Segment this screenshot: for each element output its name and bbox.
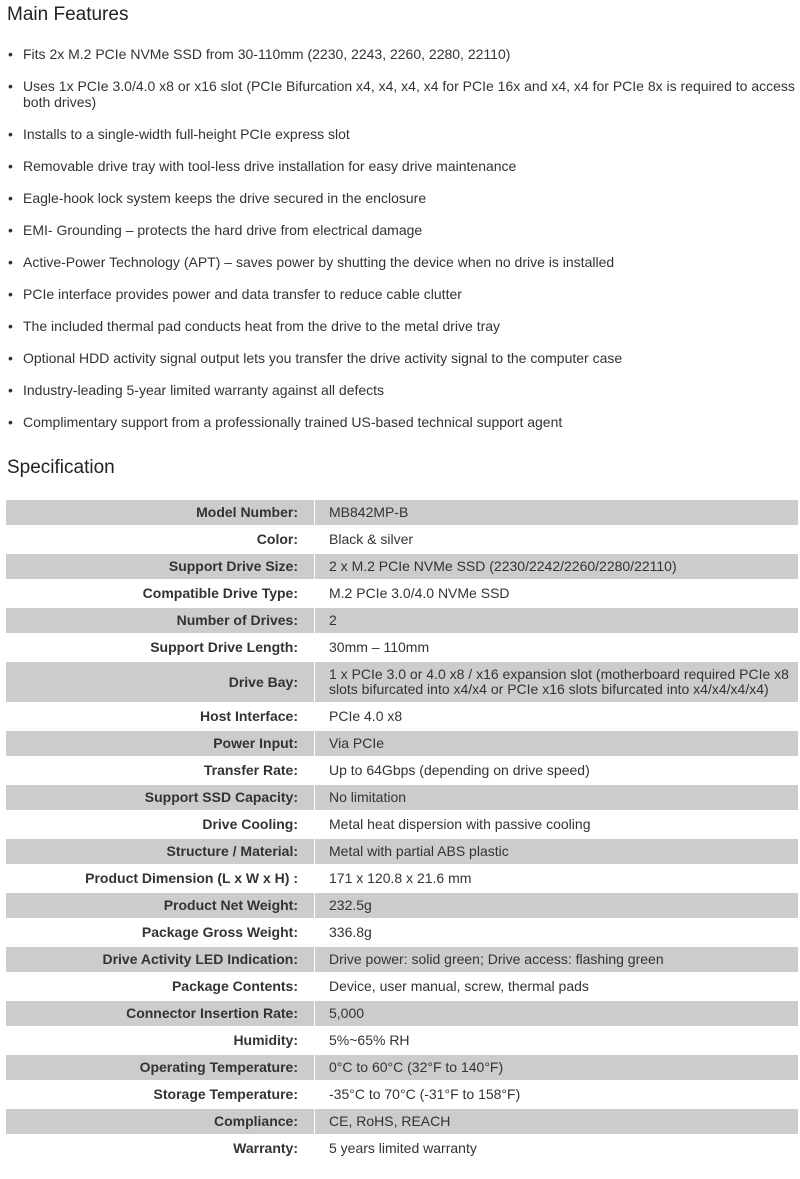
feature-item [0, 382, 800, 398]
bullet-icon: • [8, 414, 13, 430]
spec-row [6, 785, 798, 810]
spec-label: Transfer Rate: [6, 758, 314, 783]
spec-value: No limitation [314, 785, 798, 810]
spec-row [6, 920, 798, 945]
spec-row [6, 731, 798, 756]
spec-row [6, 1055, 798, 1080]
feature-item [0, 126, 800, 142]
spec-row [6, 947, 798, 972]
spec-value: PCIe 4.0 x8 [314, 704, 798, 729]
spec-value: Metal with partial ABS plastic [314, 839, 798, 864]
spec-label: Support Drive Length: [6, 635, 314, 660]
bullet-icon: • [8, 158, 13, 174]
spec-value: Device, user manual, screw, thermal pads [314, 974, 798, 999]
spec-row [6, 1109, 798, 1134]
bullet-icon: • [8, 382, 13, 398]
spec-label: Model Number: [6, 500, 314, 525]
spec-label: Number of Drives: [6, 608, 314, 633]
bullet-icon: • [8, 254, 13, 270]
feature-text: The included thermal pad conducts heat from the drive to the metal drive tray [23, 318, 501, 334]
spec-value: 5%~65% RH [314, 1028, 798, 1053]
bullet-icon: • [8, 78, 13, 94]
main-features-heading: Main Features [7, 4, 129, 25]
spec-label: Package Contents: [6, 974, 314, 999]
spec-label: Structure / Material: [6, 839, 314, 864]
spec-row [6, 812, 798, 837]
feature-text: Eagle-hook lock system keeps the drive secured in the enclosure [23, 190, 427, 206]
feature-item [0, 254, 800, 270]
feature-item [0, 318, 800, 334]
spec-value: M.2 PCIe 3.0/4.0 NVMe SSD [314, 581, 798, 606]
main-features-list [0, 46, 800, 446]
feature-text: PCIe interface provides power and data transfer to reduce cable clutter [23, 286, 462, 302]
bullet-icon: • [8, 286, 13, 302]
bullet-icon: • [8, 222, 13, 238]
spec-label: Humidity: [6, 1028, 314, 1053]
spec-label: Compatible Drive Type: [6, 581, 314, 606]
feature-text: Removable drive tray with tool-less drive installation for easy drive maintenance [23, 158, 517, 174]
spec-value: 232.5g [314, 893, 798, 918]
spec-row [6, 500, 798, 525]
feature-item [0, 46, 800, 62]
spec-value: 30mm – 110mm [314, 635, 798, 660]
specification-heading: Specification [7, 457, 115, 478]
feature-item [0, 78, 800, 110]
spec-value: 171 x 120.8 x 21.6 mm [314, 866, 798, 891]
spec-label: Color: [6, 527, 314, 552]
spec-value: 2 [314, 608, 798, 633]
spec-label: Warranty: [6, 1136, 314, 1161]
feature-item [0, 222, 800, 238]
spec-label: Product Net Weight: [6, 893, 314, 918]
spec-label: Package Gross Weight: [6, 920, 314, 945]
spec-row [6, 1001, 798, 1026]
spec-value: -35°C to 70°C (-31°F to 158°F) [314, 1082, 798, 1107]
feature-text: Uses 1x PCIe 3.0/4.0 x8 or x16 slot (PCIe Bifurcation x4, x4, x4, x4 for PCIe 16x and x4, x4 for PCIe 8x is required to access both drives) [23, 78, 795, 110]
spec-value: 5,000 [314, 1001, 798, 1026]
spec-row [6, 839, 798, 864]
spec-value: Black & silver [314, 527, 798, 552]
spec-value: CE, RoHS, REACH [314, 1109, 798, 1134]
spec-row [6, 866, 798, 891]
feature-item [0, 158, 800, 174]
spec-label: Compliance: [6, 1109, 314, 1134]
spec-value: 1 x PCIe 3.0 or 4.0 x8 / x16 expansion slot (motherboard required PCIe x8 slots bifurcated into x4/x4 or PCIe x16 slots bifurcated into x4/x4/x4/x4) [314, 662, 798, 702]
feature-item [0, 190, 800, 206]
spec-value: 2 x M.2 PCIe NVMe SSD (2230/2242/2260/2280/22110) [314, 554, 798, 579]
spec-row [6, 554, 798, 579]
spec-label: Drive Activity LED Indication: [6, 947, 314, 972]
spec-label: Support Drive Size: [6, 554, 314, 579]
spec-row [6, 1136, 798, 1161]
spec-row [6, 581, 798, 606]
spec-value: Up to 64Gbps (depending on drive speed) [314, 758, 798, 783]
spec-row [6, 635, 798, 660]
bullet-icon: • [8, 318, 13, 334]
spec-row [6, 527, 798, 552]
spec-value: 0°C to 60°C (32°F to 140°F) [314, 1055, 798, 1080]
spec-label: Storage Temperature: [6, 1082, 314, 1107]
spec-label: Host Interface: [6, 704, 314, 729]
feature-text: Industry-leading 5-year limited warranty against all defects [23, 382, 385, 398]
feature-item [0, 350, 800, 366]
spec-label: Connector Insertion Rate: [6, 1001, 314, 1026]
spec-row [6, 758, 798, 783]
specification-table [6, 498, 798, 1163]
spec-row [6, 1028, 798, 1053]
feature-item [0, 286, 800, 302]
bullet-icon: • [8, 350, 13, 366]
feature-text: Installs to a single-width full-height PCIe express slot [23, 126, 350, 142]
spec-value: MB842MP-B [314, 500, 798, 525]
spec-label: Power Input: [6, 731, 314, 756]
bullet-icon: • [8, 190, 13, 206]
bullet-icon: • [8, 126, 13, 142]
spec-value: Via PCIe [314, 731, 798, 756]
spec-value: 5 years limited warranty [314, 1136, 798, 1161]
spec-row [6, 704, 798, 729]
spec-label: Drive Bay: [6, 662, 314, 702]
feature-text: Fits 2x M.2 PCIe NVMe SSD from 30-110mm (2230, 2243, 2260, 2280, 22110) [23, 46, 511, 62]
spec-value: Drive power: solid green; Drive access: flashing green [314, 947, 798, 972]
feature-text: Complimentary support from a professionally trained US-based technical support agent [23, 414, 563, 430]
spec-row [6, 893, 798, 918]
feature-text: Active-Power Technology (APT) – saves power by shutting the device when no drive is installed [23, 254, 615, 270]
feature-text: EMI- Grounding – protects the hard drive from electrical damage [23, 222, 423, 238]
spec-row [6, 662, 798, 702]
feature-text: Optional HDD activity signal output lets you transfer the drive activity signal to the computer case [23, 350, 623, 366]
spec-value: Metal heat dispersion with passive cooling [314, 812, 798, 837]
spec-label: Operating Temperature: [6, 1055, 314, 1080]
spec-label: Drive Cooling: [6, 812, 314, 837]
spec-row [6, 1082, 798, 1107]
spec-value: 336.8g [314, 920, 798, 945]
feature-item [0, 414, 800, 430]
spec-label: Support SSD Capacity: [6, 785, 314, 810]
bullet-icon: • [8, 46, 13, 62]
spec-row [6, 608, 798, 633]
spec-label: Product Dimension (L x W x H) : [6, 866, 314, 891]
spec-row [6, 974, 798, 999]
